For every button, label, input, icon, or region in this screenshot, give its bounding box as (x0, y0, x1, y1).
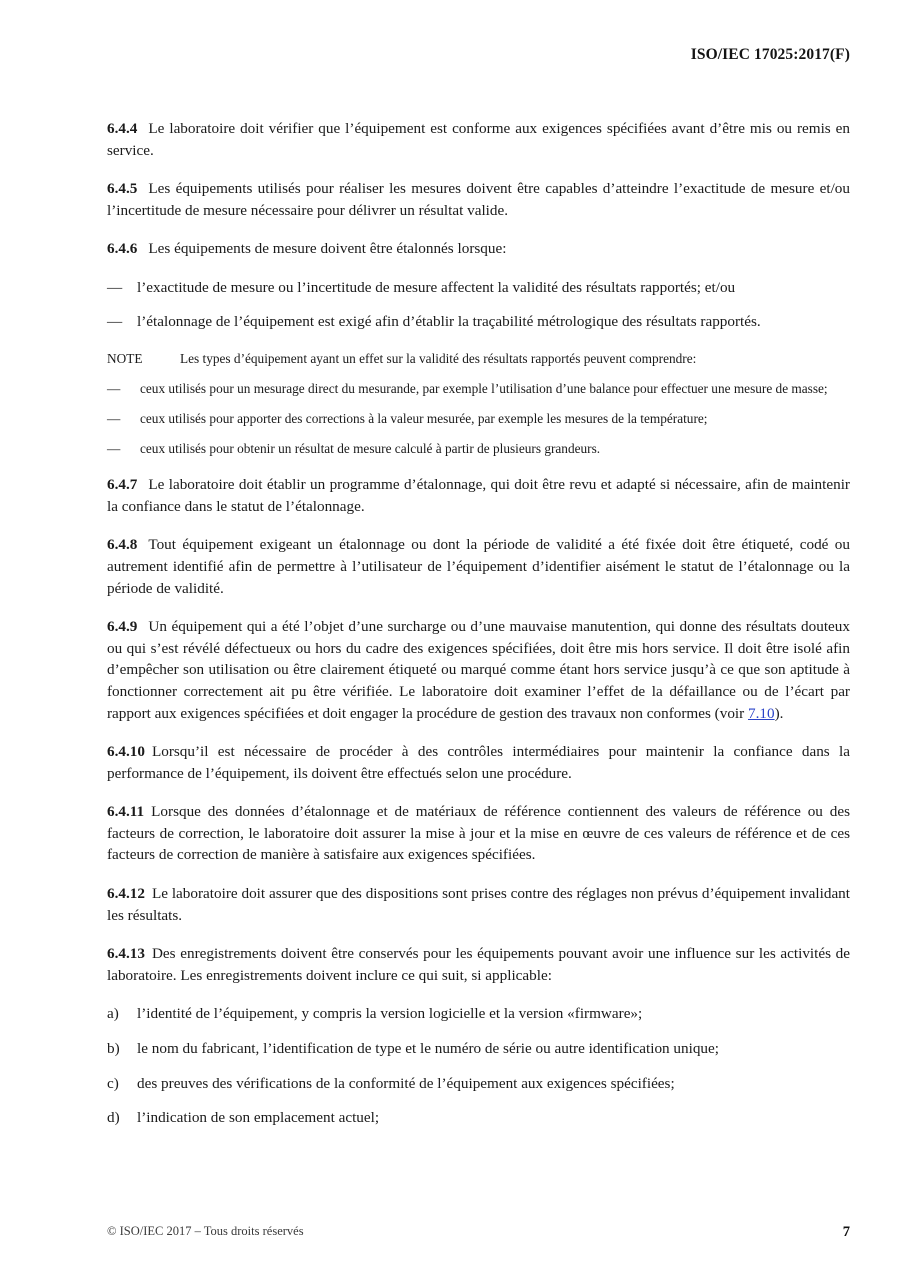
clause-6-4-4 (107, 118, 850, 161)
clause-6-4-12 (107, 883, 850, 926)
clause-text: Les équipements de mesure doivent être étalonnés lorsque: (148, 240, 507, 258)
clause-6-4-6 (107, 238, 850, 260)
clause-6-4-7 (107, 474, 850, 517)
clause-6-4-13 (107, 943, 850, 986)
clause-6-4-13-list (107, 1003, 850, 1128)
note-list-item-text: ceux utilisés pour obtenir un résultat de mesure calculé à partir de plusieurs grandeurs. (140, 441, 601, 457)
clause-text: Des enregistrements doivent être conservés pour les équipements pouvant avoir une influence sur les activités de laboratoire. Les enregistrements doivent inclure ce qui suit, si applicable: (107, 945, 850, 984)
em-dash-bullet-icon: — (107, 441, 121, 457)
list-item (107, 1073, 850, 1095)
list-marker: b) (107, 1040, 120, 1058)
page-content (107, 118, 850, 1142)
clause-6-4-6-list (107, 277, 850, 332)
list-item (107, 1107, 850, 1129)
clause-number: 6.4.8 (107, 536, 138, 554)
clause-6-4-10 (107, 741, 850, 784)
clause-number: 6.4.11 (107, 803, 145, 821)
clause-text: Les équipements utilisés pour réaliser les mesures doivent être capables d’atteindre l’exactitude de mesure et/ou l’incertitude de mesure nécessaire pour délivrer un résultat valide. (107, 180, 850, 219)
clause-text: Le laboratoire doit établir un programme d’étalonnage, qui doit être revu et adapté si nécessaire, afin de maintenir la confiance dans le statut de l’étalonnage. (107, 476, 850, 515)
clause-text-tail: ). (774, 704, 784, 722)
list-item-text: l’exactitude de mesure ou l’incertitude de mesure affectent la validité des résultats rapportés; et/ou (137, 278, 736, 296)
em-dash-bullet-icon: — (107, 278, 123, 296)
note-list-item (107, 409, 850, 428)
list-marker: a) (107, 1005, 119, 1023)
list-item-text: l’indication de son emplacement actuel; (137, 1109, 380, 1127)
clause-6-4-11 (107, 801, 850, 866)
clause-number: 6.4.10 (107, 743, 145, 761)
clause-number: 6.4.5 (107, 180, 138, 198)
clause-number: 6.4.13 (107, 945, 145, 963)
note-label: NOTE (107, 351, 143, 367)
list-item-text: l’identité de l’équipement, y compris la version logicielle et la version «firmware»; (137, 1005, 643, 1023)
clause-text: Tout équipement exigeant un étalonnage ou dont la période de validité a été fixée doit être étiqueté, codé ou autrement identifié afin de permettre à l’utilisateur de l’équipement d’identifier aisément le statut de l’étalonnage ou la période de validité. (107, 536, 850, 597)
list-marker: c) (107, 1074, 119, 1092)
note-list-item-text: ceux utilisés pour un mesurage direct du mesurande, par exemple l’utilisation d’une balance pour effectuer une mesure de masse; (140, 381, 828, 397)
clause-6-4-5 (107, 178, 850, 221)
list-item-text: l’étalonnage de l’équipement est exigé afin d’établir la traçabilité métrologique des résultats rapportés. (137, 312, 761, 330)
em-dash-bullet-icon: — (107, 411, 121, 427)
clause-number: 6.4.9 (107, 618, 138, 636)
em-dash-bullet-icon: — (107, 381, 121, 397)
note-list-item (107, 379, 850, 398)
note-block (107, 349, 850, 458)
clause-6-4-8 (107, 534, 850, 599)
copyright-notice: © ISO/IEC 2017 – Tous droits réservés (107, 1224, 304, 1238)
note-intro (107, 349, 850, 368)
clause-text: Le laboratoire doit vérifier que l’équipement est conforme aux exigences spécifiées avant d’être mis ou remis en service. (107, 120, 850, 159)
note-list-item-text: ceux utilisés pour apporter des corrections à la valeur mesurée, par exemple les mesures de la température; (140, 411, 708, 427)
cross-reference-link-7-10[interactable]: 7.10 (748, 704, 775, 722)
em-dash-bullet-icon: — (107, 312, 123, 330)
list-item (107, 311, 850, 333)
clause-text: Le laboratoire doit assurer que des dispositions sont prises contre des réglages non prévus d’équipement invalidant les résultats. (107, 885, 850, 924)
document-reference: ISO/IEC 17025:2017(F) (690, 46, 850, 63)
note-text: Les types d’équipement ayant un effet sur la validité des résultats rapportés peuvent comprendre: (180, 351, 697, 367)
clause-number: 6.4.6 (107, 240, 138, 258)
clause-number: 6.4.12 (107, 885, 145, 903)
page-header (107, 46, 850, 64)
page-footer (107, 1224, 850, 1241)
clause-6-4-9 (107, 616, 850, 724)
clause-text: Un équipement qui a été l’objet d’une surcharge ou d’une mauvaise manutention, qui donne des résultats douteux ou qui s’est révélé défectueux ou hors du cadre des exigences spécifiées, doit être mis hors service. Il doit être isolé afin d’empêcher son utilisation ou être clairement étiqueté ou marqué comme étant hors service jusqu’à ce que son aptitude à fonctionner correctement ait pu être vérifiée. Le laboratoire doit examiner l’effet de la défaillance ou de l’écart par rapport aux exigences spécifiées et doit engager la procédure de gestion des travaux non conformes (voir (107, 618, 850, 722)
page-number: 7 (842, 1224, 850, 1240)
list-marker: d) (107, 1109, 120, 1127)
list-item-text: le nom du fabricant, l’identification de type et le numéro de série ou autre identification unique; (137, 1040, 719, 1058)
clause-text: Lorsqu’il est nécessaire de procéder à des contrôles intermédiaires pour maintenir la confiance dans la performance de l’équipement, ils doivent être effectués selon une procédure. (107, 743, 850, 782)
list-item (107, 1003, 850, 1025)
clause-number: 6.4.7 (107, 476, 138, 494)
list-item (107, 1038, 850, 1060)
list-item-text: des preuves des vérifications de la conformité de l’équipement aux exigences spécifiées; (137, 1074, 675, 1092)
list-item (107, 277, 850, 299)
clause-number: 6.4.4 (107, 120, 138, 137)
clause-text: Lorsque des données d’étalonnage et de matériaux de référence contiennent des valeurs de référence ou des facteurs de correction, le laboratoire doit assurer la mise à jour et la mise en œuvre de ces valeurs de référence et de ces facteurs de correction de manière à satisfaire aux exigences spécifiées. (107, 803, 850, 864)
note-list-item (107, 439, 850, 458)
